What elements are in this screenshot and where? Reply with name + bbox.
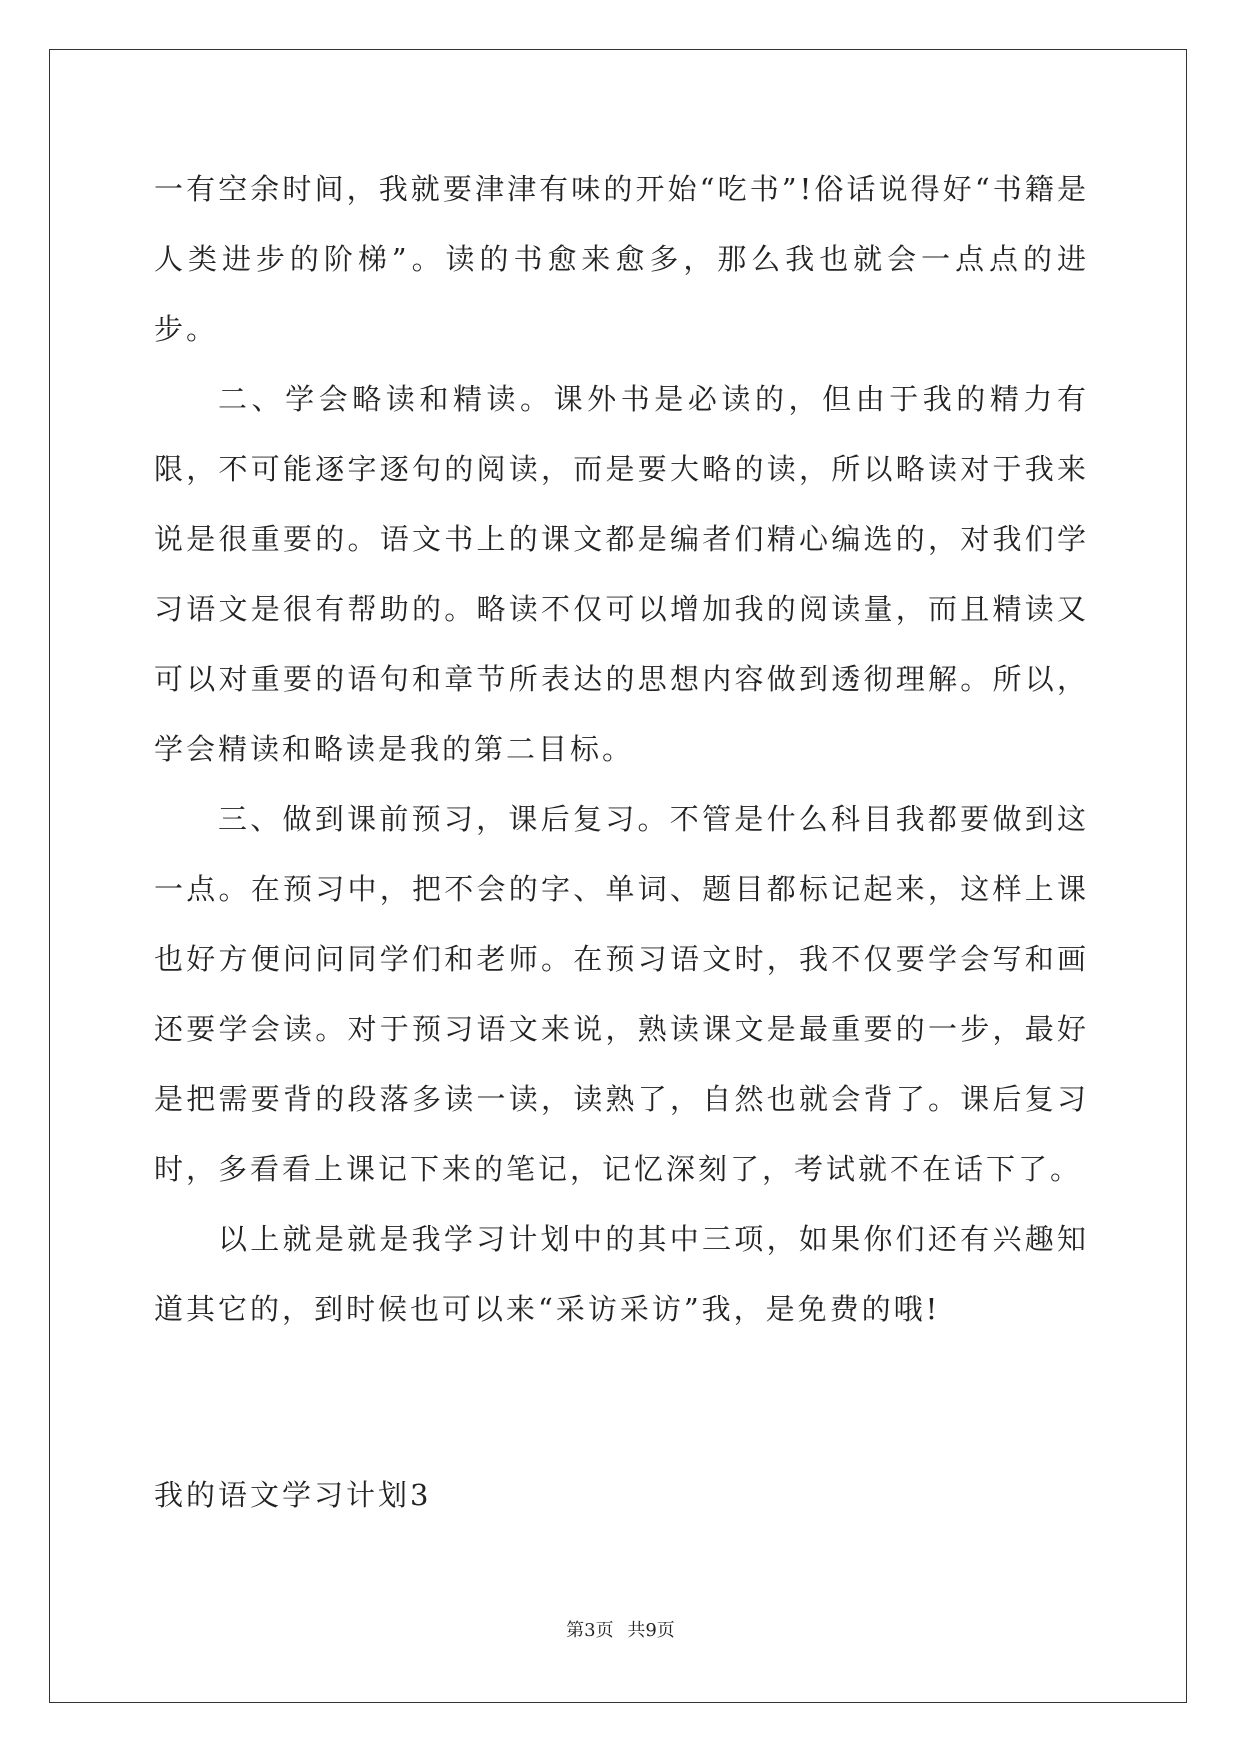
paragraph-3: 三、做到课前预习，课后复习。不管是什么科目我都要做到这一点。在预习中，把不会的字、单词、题目都标记起来，这样上课也好方便问问同学们和老师。在预习语文时，我不仅要学会写和画还要学会读。对于预习语文来说，熟读课文是最重要的一步，最好是把需要背的段落多读一读，读熟了，自然也就会背了。课后复习时，多看看上课记下来的笔记，记忆深刻了，考试就不在话下了。 (154, 802, 1089, 1186)
paragraph-2: 二、学会略读和精读。课外书是必读的，但由于我的精力有限，不可能逐字逐句的阅读，而是要大略的读，所以略读对于我来说是很重要的。语文书上的课文都是编者们精心编选的，对我们学习语文是很有帮助的。略读不仅可以增加我的阅读量，而且精读又可以对重要的语句和章节所表达的思想内容做到透彻理解。所以，学会精读和略读是我的第二目标。 (154, 382, 1089, 766)
paragraph-4: 以上就是就是我学习计划中的其中三项，如果你们还有兴趣知道其它的，到时候也可以来“采访采访”我，是免费的哦! (154, 1222, 1089, 1326)
page-footer (0, 1616, 1241, 1642)
paragraph-1: 一有空余时间，我就要津津有味的开始“吃书”!俗话说得好“书籍是人类进步的阶梯”。读的书愈来愈多，那么我也就会一点点的进步。 (154, 172, 1089, 346)
page-total: 共9页 (627, 1620, 675, 1641)
body-text (154, 154, 1089, 1344)
section-heading: 我的语文学习计划3 (154, 1478, 432, 1512)
page-number: 第3页 (566, 1620, 614, 1641)
